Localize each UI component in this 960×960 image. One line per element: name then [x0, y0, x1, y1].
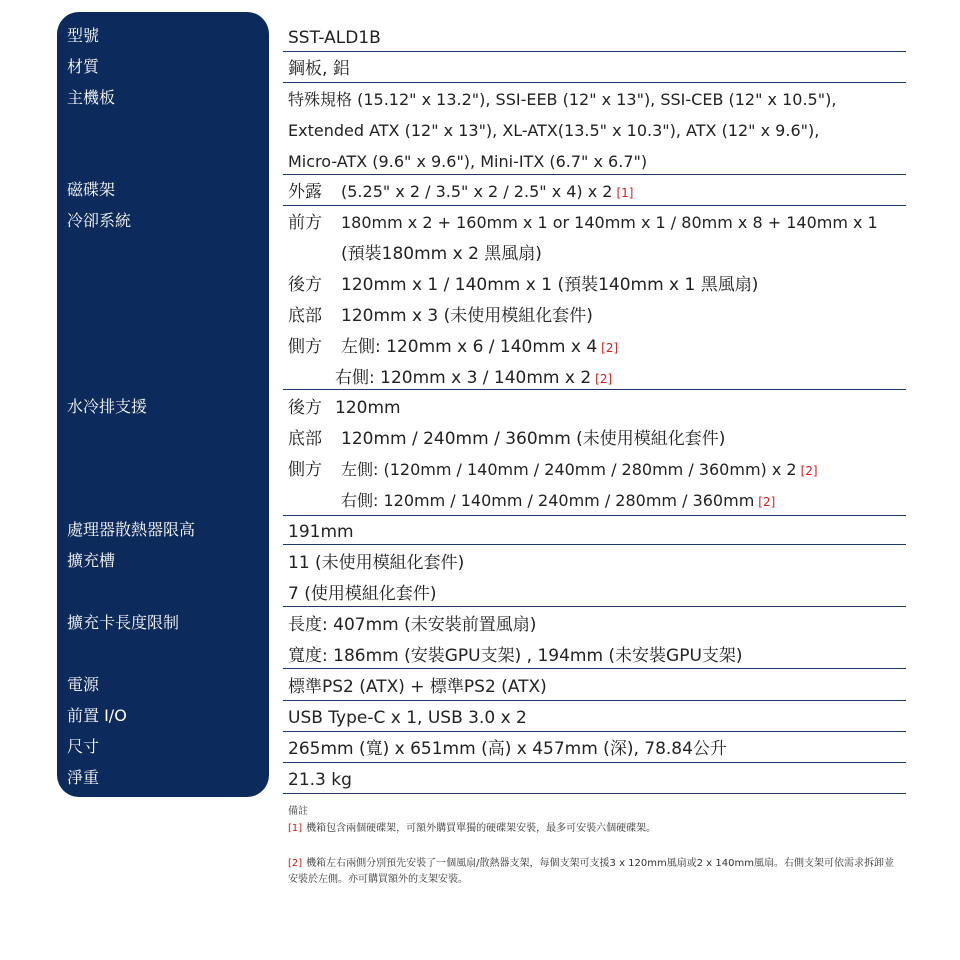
drive-bays-text: (5.25" x 2 / 3.5" x 2 / 2.5" x 4) x 2: [341, 182, 613, 201]
label-radiator: 水冷排支援: [67, 397, 148, 416]
radiator-bottom-prefix: 底部: [288, 429, 322, 449]
note-2: [288, 856, 900, 888]
radiator-rear-value: 120mm: [335, 398, 401, 418]
cooling-rear-prefix: 後方: [288, 275, 322, 295]
value-material: 鋼板, 鋁: [288, 59, 350, 79]
cooling-side-prefix: 側方: [288, 337, 322, 357]
label-model: 型號: [67, 26, 100, 45]
cooling-bottom-value: 120mm x 3 (未使用模組化套件): [341, 306, 593, 326]
row-divider: [283, 731, 906, 732]
value-cpu-cooler: 191mm: [288, 522, 354, 542]
row-divider: [283, 700, 906, 701]
note-1: [288, 821, 900, 837]
value-expansion-1: 11 (未使用模組化套件): [288, 553, 465, 573]
cooling-side-right-text: 右側: 120mm x 3 / 140mm x 2: [335, 368, 592, 388]
row-divider: [283, 668, 906, 669]
radiator-side-right-text: 右側: 120mm / 140mm / 240mm / 280mm / 360mm: [341, 491, 755, 510]
label-dimensions: 尺寸: [67, 737, 100, 756]
label-psu: 電源: [67, 675, 100, 694]
value-card-length: 長度: 407mm (未安裝前置風扇): [288, 615, 537, 635]
label-cooling: 冷卻系統: [67, 211, 132, 230]
row-divider: [283, 762, 906, 763]
row-divider: [283, 82, 906, 83]
label-cpu-cooler: 處理器散熱器限高: [67, 520, 196, 539]
row-divider: [283, 51, 906, 52]
row-divider: [283, 515, 906, 516]
value-card-width: 寬度: 186mm (安裝GPU支架) , 194mm (未安裝GPU支架): [288, 646, 743, 666]
footnote-ref-2: [2]: [758, 495, 776, 509]
label-front-io: 前置 I/O: [67, 706, 127, 725]
label-motherboard: 主機板: [67, 88, 116, 107]
value-weight: 21.3 kg: [288, 770, 352, 790]
label-material: 材質: [67, 57, 100, 76]
note-ref-2: [2]: [288, 858, 303, 869]
cooling-front-preinstalled: (預裝180mm x 2 黑風扇): [341, 244, 542, 264]
cooling-side-right: [335, 367, 612, 390]
row-divider: [283, 606, 906, 607]
radiator-bottom-value: 120mm / 240mm / 360mm (未使用模組化套件): [341, 429, 726, 449]
radiator-rear-prefix: 後方: [288, 398, 322, 418]
value-dimensions: 265mm (寬) x 651mm (高) x 457mm (深), 78.84公升: [288, 739, 727, 759]
note-2-text: 機箱左右兩側分別預先安裝了一個風扇/散熱器支架，每個支架可支援3 x 120mm風扇或2 x 140mm風扇。右側支架可依需求拆卸並安裝於左側。亦可購買額外的支架安裝。: [288, 858, 894, 885]
footnote-ref-1: [1]: [616, 186, 634, 200]
cooling-front-value: 180mm x 2 + 160mm x 1 or 140mm x 1 / 80mm x 8 + 140mm x 1: [341, 213, 878, 232]
value-drive-bays: [341, 181, 633, 204]
radiator-side-prefix: 側方: [288, 460, 322, 480]
cooling-rear-value: 120mm x 1 / 140mm x 1 (預裝140mm x 1 黑風扇): [341, 275, 759, 295]
label-drive-bays: 磁碟架: [67, 180, 116, 199]
footnote-ref-2: [2]: [800, 464, 818, 478]
value-psu: 標準PS2 (ATX) + 標準PS2 (ATX): [288, 677, 547, 697]
value-motherboard-line: Extended ATX (12" x 13"), XL-ATX(13.5" x 10.3"), ATX (12" x 9.6"),: [288, 121, 820, 140]
value-expansion-2: 7 (使用模組化套件): [288, 584, 437, 604]
row-divider: [283, 205, 906, 206]
value-motherboard-line: Micro-ATX (9.6" x 9.6"), Mini-ITX (6.7" x 6.7"): [288, 152, 648, 171]
label-weight: 淨重: [67, 768, 100, 787]
value-model: SST-ALD1B: [288, 28, 381, 48]
value-front-io: USB Type-C x 1, USB 3.0 x 2: [288, 708, 527, 728]
footnote-ref-2: [2]: [601, 341, 619, 355]
footnote-ref-2: [2]: [595, 372, 613, 386]
radiator-side-right: [341, 490, 775, 513]
cooling-side-left: [341, 336, 618, 359]
radiator-side-left: [341, 459, 818, 482]
row-divider: [283, 793, 906, 794]
label-card-length: 擴充卡長度限制: [67, 613, 180, 632]
cooling-bottom-prefix: 底部: [288, 306, 322, 326]
value-motherboard-line: 特殊規格 (15.12" x 13.2"), SSI-EEB (12" x 13"), SSI-CEB (12" x 10.5"),: [288, 90, 837, 109]
note-ref-1: [1]: [288, 823, 303, 834]
cooling-front-prefix: 前方: [288, 213, 322, 233]
value-drive-bays-prefix: 外露: [288, 182, 322, 202]
cooling-side-left-text: 左側: 120mm x 6 / 140mm x 4: [341, 337, 598, 357]
row-divider: [283, 174, 906, 175]
notes-title: 備註: [288, 806, 308, 817]
label-expansion: 擴充槽: [67, 551, 116, 570]
note-1-text: 機箱包含兩個硬碟架，可額外購買單獨的硬碟架安裝，最多可安裝六個硬碟架。: [306, 823, 657, 834]
radiator-side-left-text: 左側: (120mm / 140mm / 240mm / 280mm / 360mm) x 2: [341, 460, 797, 479]
row-divider: [283, 544, 906, 545]
